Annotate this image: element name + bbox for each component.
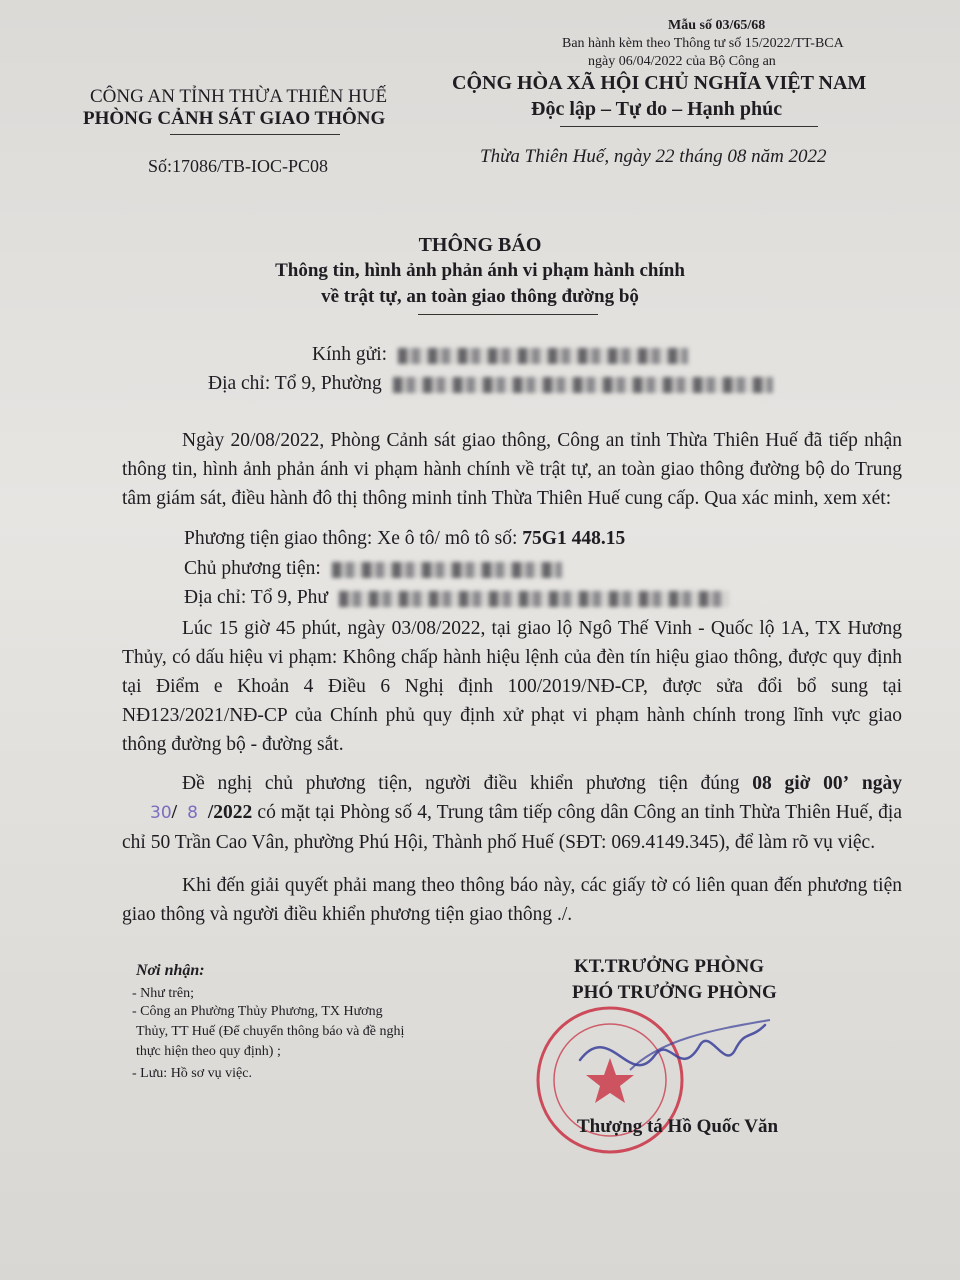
recipients-item-2: - Công an Phường Thủy Phương, TX Hương xyxy=(132,1004,383,1019)
signer-name: Thượng tá Hồ Quốc Văn xyxy=(577,1116,779,1137)
redacted-recipient-address xyxy=(393,377,773,393)
redacted-recipient-name xyxy=(398,348,688,364)
form-issued-by: Ban hành kèm theo Thông tư số 15/2022/TT-BCA xyxy=(562,36,844,51)
summons-time: 08 giờ 00’ xyxy=(752,773,850,794)
title-line-2: về trật tự, an toàn giao thông đường bộ xyxy=(321,286,639,307)
signature-role-2: PHÓ TRƯỞNG PHÒNG xyxy=(572,982,777,1003)
form-issued-date: ngày 06/04/2022 của Bộ Công an xyxy=(588,54,776,69)
agency-name: PHÒNG CẢNH SÁT GIAO THÔNG xyxy=(83,108,386,129)
motto-underline xyxy=(560,126,818,127)
redacted-owner-address xyxy=(339,591,729,607)
paragraph-violation: Lúc 15 giờ 45 phút, ngày 03/08/2022, tại giao lộ Ngô Thế Vinh - Quốc lộ 1A, TX Hương Thủy, có dấu hiệu vi phạm: Không chấp hành hiệu lệnh của đèn tín hiệu giao thông, được quy định tại Điểm e Khoản 4 Điều 6 Nghị định 100/2019/NĐ-CP, được sửa đổi bổ sung tại NĐ123/2021/NĐ-CP của Chính phủ quy định xử phạt vi phạm hành chính trong lĩnh vực giao thông đường bộ - đường sắt. xyxy=(122,618,902,755)
vehicle-line xyxy=(184,528,625,550)
document-number: Số:17086/TB-IOC-PC08 xyxy=(148,156,329,176)
recipients-item-4: thực hiện theo quy định) ; xyxy=(136,1044,281,1059)
summons-day-label: ngày xyxy=(861,773,903,794)
recipients-item-3: Thủy, TT Huế (Để chuyển thông báo và đề nghị xyxy=(136,1024,405,1039)
document-title: THÔNG BÁO xyxy=(418,234,542,256)
owner-address-label: Địa chỉ: Tổ 9, Phư xyxy=(184,587,328,608)
paragraph-summons: Đề nghị chủ phương tiện, người điều khiển phương tiện đúng 08 giờ 00’ ngày 30/ 8 /2022 có mặt tại Phòng số 4, Trung tâm tiếp công dân Công an tỉnh Thừa Thiên Huế, địa chỉ 50 Trần Cao Vân, phường Phú Hội, Thành phố Huế (SĐT: 069.4149.345), để làm rõ vụ việc. xyxy=(122,773,903,853)
recipient-address-line xyxy=(208,373,773,395)
form-code: Mẫu số 03/65/68 xyxy=(668,18,766,33)
summons-day-handwritten: 30 xyxy=(150,803,172,823)
recipients-item-5: - Lưu: Hồ sơ vụ việc. xyxy=(132,1066,252,1081)
summons-text: Đề nghị chủ phương tiện, người điều khiển phương tiện đúng xyxy=(182,773,740,794)
vehicle-label: Phương tiện giao thông: Xe ô tô/ mô tô số: xyxy=(184,528,518,549)
place-date: Thừa Thiên Huế, ngày 22 tháng 08 năm 2022 xyxy=(480,146,827,167)
recipient-label: Kính gửi: xyxy=(312,344,388,365)
vehicle-plate: 75G1 448.15 xyxy=(522,528,626,549)
recipient-address-label: Địa chỉ: Tổ 9, Phường xyxy=(208,373,382,394)
country-name: CỘNG HÒA XÃ HỘI CHỦ NGHĨA VIỆT NAM xyxy=(452,72,867,94)
recipients-item-1: - Như trên; xyxy=(132,986,195,1001)
agency-underline xyxy=(170,134,340,135)
paragraph-requirements: Khi đến giải quyết phải mang theo thông báo này, các giấy tờ có liên quan đến phương tiện giao thông và người điều khiển phương tiện giao thông ./. xyxy=(122,875,902,925)
summons-location: có mặt tại Phòng số 4, Trung tâm tiếp công dân Công an tỉnh Thừa Thiên Huế, địa chỉ 50 Trần Cao Vân, phường Phú Hội, Thành phố Huế (SĐT: 069.4149.345), để làm rõ vụ việc. xyxy=(122,802,903,853)
owner-label: Chủ phương tiện: xyxy=(184,558,321,579)
summons-month-handwritten: 8 xyxy=(187,803,198,823)
summons-year: /2022 xyxy=(207,802,253,823)
title-underline xyxy=(418,314,598,315)
redacted-owner-name xyxy=(332,562,562,578)
agency-parent: CÔNG AN TỈNH THỪA THIÊN HUẾ xyxy=(90,86,388,107)
title-line-1: Thông tin, hình ảnh phản ánh vi phạm hành chính xyxy=(275,260,685,281)
owner-line xyxy=(184,558,562,580)
recipient-line xyxy=(312,344,688,366)
signature-role-1: KT.TRƯỞNG PHÒNG xyxy=(574,956,764,977)
handwritten-signature-icon xyxy=(560,1000,790,1110)
paragraph-intro: Ngày 20/08/2022, Phòng Cảnh sát giao thông, Công an tỉnh Thừa Thiên Huế đã tiếp nhận thông tin, hình ảnh phản ánh vi phạm hành chính về trật tự, an toàn giao thông đường bộ do Trung tâm giám sát, điều hành đô thị thông minh tỉnh Thừa Thiên Huế cung cấp. Qua xác minh, xem xét: xyxy=(122,430,902,509)
owner-address-line xyxy=(184,587,729,609)
recipients-title: Nơi nhận: xyxy=(136,962,205,979)
motto: Độc lập – Tự do – Hạnh phúc xyxy=(531,98,783,120)
